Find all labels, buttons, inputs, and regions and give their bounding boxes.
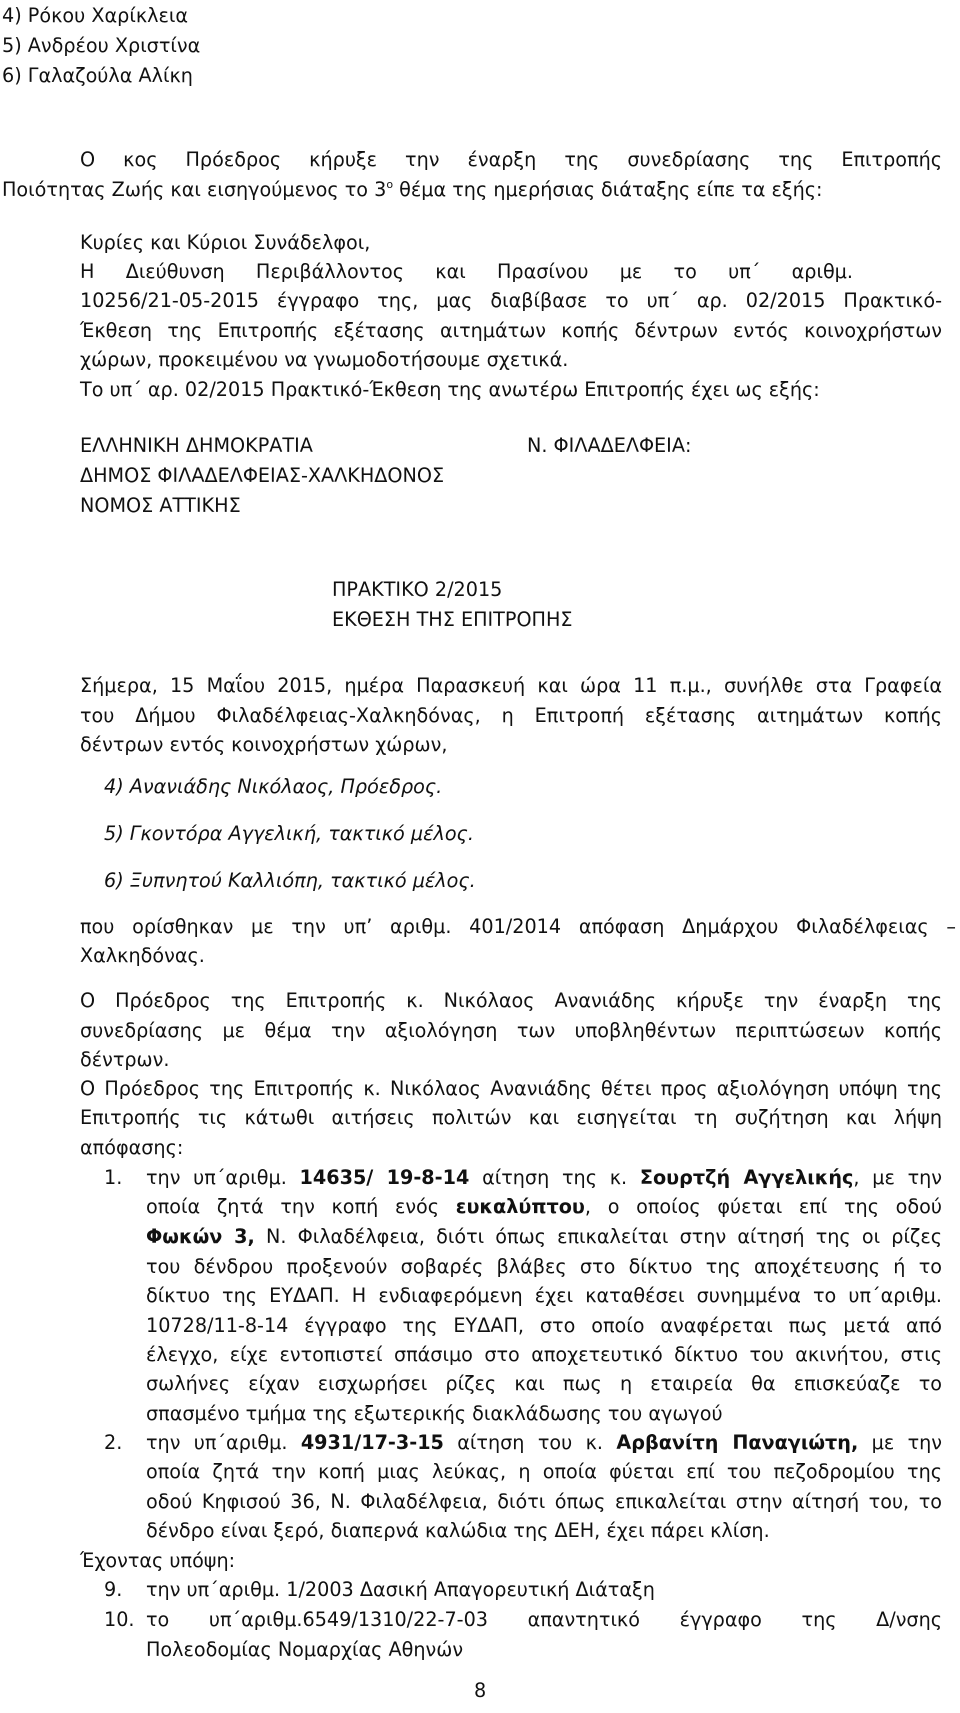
applicant-name: Σουρτζή Αγγελικής bbox=[639, 1166, 854, 1189]
chair-opening-line: δέντρων. bbox=[80, 1048, 170, 1071]
item-text: την υπ΄αριθμ. bbox=[146, 1431, 301, 1454]
item1-line: έλεγχο, είχε εντοπιστεί σπάσιμο στο αποχετευτικό δίκτυο του ακινήτου, στις bbox=[146, 1343, 942, 1366]
document-subtitle: ΕΚΘΕΣΗ ΤΗΣ ΕΠΙΤΡΟΠΗΣ bbox=[332, 608, 573, 631]
item1-line bbox=[146, 1197, 942, 1216]
opening-text: θέμα της ημερήσιας διάταξης είπε τα εξής: bbox=[393, 178, 823, 201]
item1-line bbox=[146, 1168, 942, 1187]
header-left-line: ΝΟΜΟΣ ΑΤΤΙΚΗΣ bbox=[80, 494, 241, 517]
chair-proposal-line: Ο Πρόεδρος της Επιτροπής κ. Νικόλαος Ανανιάδης θέτει προς αξιολόγηση υπόψη της bbox=[80, 1077, 942, 1100]
request-number: 4931/17-3-15 bbox=[300, 1431, 444, 1454]
item-text: αίτηση του κ. bbox=[443, 1431, 617, 1454]
member-item: 6) Ξυπνητού Καλλιόπη, τακτικό μέλος. bbox=[104, 869, 476, 892]
appointed-line: Χαλκηδόνας. bbox=[80, 944, 205, 967]
item9-line: την υπ΄αριθμ. 1/2003 Δασική Απαγορευτική Διάταξη bbox=[146, 1578, 655, 1601]
item2-line: οδού Κηφισού 36, Ν. Φιλαδέλφεια, διότι όπως επικαλείται στην αίτησή του, το bbox=[146, 1490, 942, 1513]
member-item: 4) Ανανιάδης Νικόλαος, Πρόεδρος. bbox=[104, 775, 443, 798]
item1-line: δίκτυο της ΕΥΔΑΠ. Η ενδιαφερόμενη έχει καταθέσει συνημμένα το υπ΄αριθμ. bbox=[146, 1284, 942, 1307]
member-item: 5) Γκοντόρα Αγγελική, τακτικό μέλος. bbox=[104, 822, 474, 845]
item1-line: σπασμένο τμήμα της εξωτερικής διακλάδωσης του αγωγού bbox=[146, 1402, 723, 1425]
having-regard-heading: Έχοντας υπόψη: bbox=[80, 1549, 236, 1572]
header-left-line: ΕΛΛΗΝΙΚΗ ΔΗΜΟΚΡΑΤΙΑ bbox=[80, 434, 313, 457]
chair-proposal-line: απόφασης: bbox=[80, 1136, 184, 1159]
item2-line: οποία ζητά την κοπή μιας λεύκας, η οποία φύεται επί του πεζοδρομίου της bbox=[146, 1460, 942, 1483]
tree-type: ευκαλύπτου bbox=[455, 1195, 585, 1218]
intro-list-item: 5) Ανδρέου Χριστίνα bbox=[2, 34, 201, 57]
item-text: , με την bbox=[853, 1166, 943, 1189]
item-text: με την bbox=[858, 1431, 943, 1454]
list-number: 10. bbox=[104, 1608, 135, 1631]
chair-proposal-line: Επιτροπής τις κάτωθι αιτήσεις πολιτών και εισηγείται τη συζήτηση και λήψη bbox=[80, 1106, 942, 1129]
chair-opening-line: συνεδρίασης με θέμα την αξιολόγηση των υποβληθέντων περιπτώσεων κοπής bbox=[80, 1019, 942, 1042]
document-title: ΠΡΑΚΤΙΚΟ 2/2015 bbox=[332, 578, 503, 601]
opening-text: Ποιότητας Ζωής και εισηγούμενος το 3 bbox=[2, 178, 387, 201]
item2-line: δένδρο είναι ξερό, διαπερνά καλώδια της ΔΕΗ, έχει πάρει κλίση. bbox=[146, 1519, 770, 1542]
opening-line: Ο κος Πρόεδρος κήρυξε την έναρξη της συνεδρίασης της Επιτροπής bbox=[80, 148, 942, 171]
letter-line: Η Διεύθυνση Περιβάλλοντος και Πρασίνου με το υπ΄ αριθμ. bbox=[80, 260, 853, 283]
minutes-line: του Δήμου Φιλαδέλφειας-Χαλκηδόνας, η Επιτροπή εξέτασης αιτημάτων κοπής bbox=[80, 704, 942, 727]
applicant-name: Αρβανίτη Παναγιώτη, bbox=[616, 1431, 859, 1454]
request-number: 14635/ 19-8-14 bbox=[299, 1166, 470, 1189]
letter-line: 10256/21-05-2015 έγγραφο της, μας διαβίβασε το υπ΄ αρ. 02/2015 Πρακτικό- bbox=[80, 289, 942, 312]
chair-opening-line: Ο Πρόεδρος της Επιτροπής κ. Νικόλαος Ανανιάδης κήρυξε την έναρξη της bbox=[80, 989, 942, 1012]
list-number: 2. bbox=[104, 1431, 123, 1454]
item10-line: το υπ΄αριθμ.6549/1310/22-7-03 απαντητικό έγγραφο της Δ/νσης bbox=[146, 1608, 942, 1631]
page-number: 8 bbox=[474, 1679, 487, 1702]
greeting: Κυρίες και Κύριοι Συνάδελφοι, bbox=[80, 231, 371, 254]
item1-line: του δένδρου προξενούν σοβαρές βλάβες στο δίκτυο της αποχέτευσης ή το bbox=[146, 1255, 942, 1278]
header-left-line: ΔΗΜΟΣ ΦΙΛΑΔΕΛΦΕΙΑΣ-ΧΑΛΚΗΔΟΝΟΣ bbox=[80, 464, 445, 487]
item-text: αίτηση της κ. bbox=[469, 1166, 640, 1189]
item-text: Ν. Φιλαδέλφεια, διότι όπως επικαλείται στην αίτησή της οι ρίζες bbox=[254, 1225, 943, 1248]
letter-line: χώρων, προκειμένου να γνωμοδοτήσουμε σχετικά. bbox=[80, 348, 569, 371]
item-text: οποία ζητά την κοπή ενός bbox=[146, 1195, 456, 1218]
item1-line bbox=[146, 1227, 942, 1246]
appointed-line: που ορίσθηκαν με την υπ’ αριθμ. 401/2014 απόφαση Δημάρχου Φιλαδέλφειας – bbox=[80, 915, 956, 938]
header-right: Ν. ΦΙΛΑΔΕΛΦΕΙΑ: bbox=[527, 434, 692, 457]
list-number: 1. bbox=[104, 1166, 123, 1189]
item1-line: 10728/11-8-14 έγγραφο της ΕΥΔΑΠ, στο οποίο αναφέρεται πως μετά από bbox=[146, 1314, 942, 1337]
superscript: ο bbox=[386, 178, 394, 191]
list-number: 9. bbox=[104, 1578, 123, 1601]
opening-line bbox=[2, 180, 823, 199]
item-text: , ο οποίος φύεται επί της οδού bbox=[584, 1195, 942, 1218]
item2-line bbox=[146, 1433, 942, 1452]
intro-list-item: 6) Γαλαζούλα Αλίκη bbox=[2, 64, 193, 87]
item-text: την υπ΄αριθμ. bbox=[146, 1166, 300, 1189]
letter-line: Το υπ΄ αρ. 02/2015 Πρακτικό-Έκθεση της ανωτέρω Επιτροπής έχει ως εξής: bbox=[80, 378, 820, 401]
letter-line: Έκθεση της Επιτροπής εξέτασης αιτημάτων κοπής δέντρων εντός κοινοχρήστων bbox=[80, 319, 942, 342]
minutes-line: δέντρων εντός κοινοχρήστων χώρων, bbox=[80, 733, 448, 756]
item1-line: σωλήνες είχαν εισχωρήσει ρίζες και πως η εταιρεία θα επισκεύαζε το bbox=[146, 1372, 942, 1395]
intro-list-item: 4) Ρόκου Χαρίκλεια bbox=[2, 4, 188, 27]
minutes-line: Σήμερα, 15 Μαΐου 2015, ημέρα Παρασκευή και ώρα 11 π.μ., συνήλθε στα Γραφεία bbox=[80, 674, 942, 697]
item10-line: Πολεοδομίας Νομαρχίας Αθηνών bbox=[146, 1638, 464, 1661]
street-address: Φωκών 3, bbox=[146, 1225, 255, 1248]
